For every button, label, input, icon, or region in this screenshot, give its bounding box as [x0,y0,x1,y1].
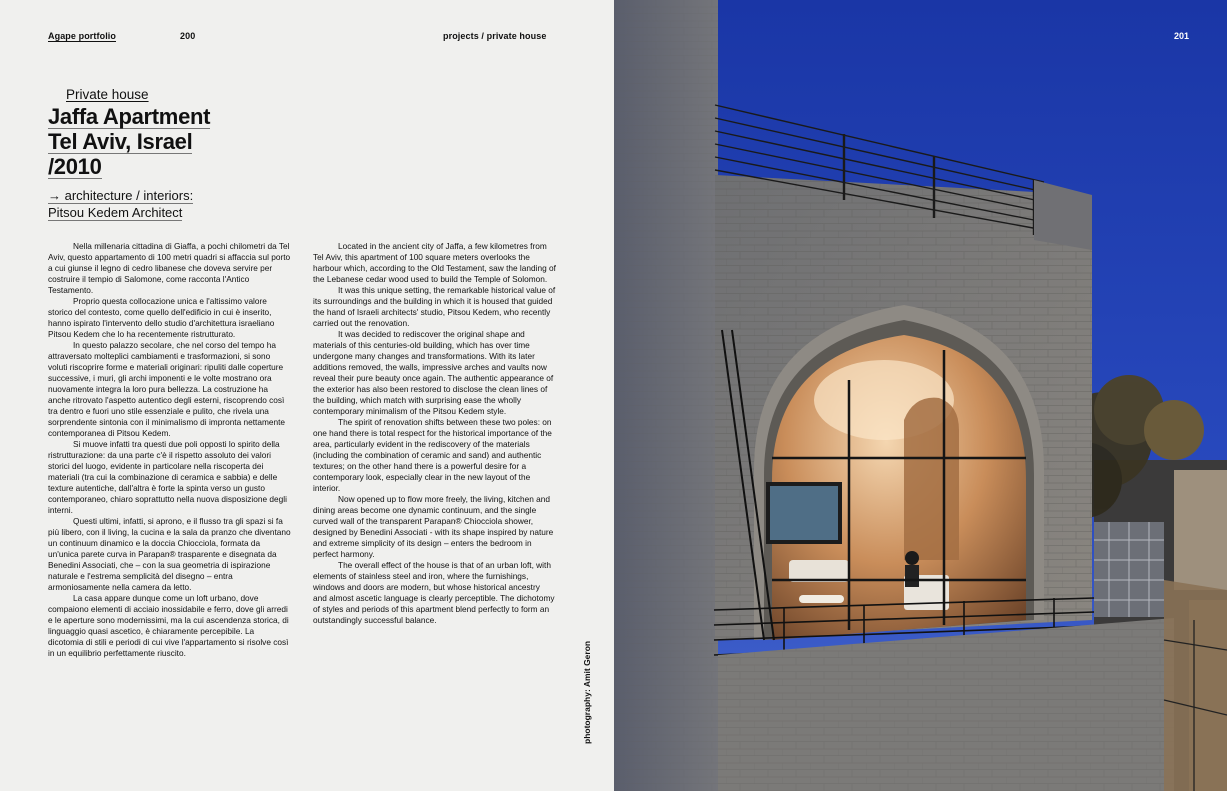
title-year: /2010 [48,154,102,179]
italian-paragraph: Proprio questa collocazione unica e l'altissimo valore storico del contesto, come quello dell'edificio in cui è inserito, hanno ispirato l'intervento dello studio d'architettura israeliano Pitsou Kedem che lo ha recentemente ristrutturato. [48,296,275,339]
publication-title: Agape portfolio [48,31,116,41]
english-paragraph: It was this unique setting, the remarkable historical value of its surroundings and the building in which it is housed that guided the hand of Israeli architects' studio, Pitsou Kedem, who recently carried out the renovation. [313,285,556,328]
italian-text-column [48,241,291,659]
architect-credit [48,187,193,221]
photo-credit: photography: Amit Geron [582,640,592,744]
left-page-number: 200 [180,31,196,41]
italian-paragraph: In questo palazzo secolare, che nel corso del tempo ha attraversato molteplici cambiamenti e trasformazioni, si sono voluti riscoprire forme e materiali originari: ripuliti dalle coperture successive, i muri, gli archi imponenti e le volte mostrano ora nuovamente integra la loro pura bellezza. La costruzione ha anche ritrovato l'aspetto autentico degli esterni, riscoprendo così tra dentro e fuori uno stile essenziale e pulito, che rivela una sorprendente sintonia con il minimalismo di impronta nettamente contemporanea di Pitsou Kedem. [48,340,286,438]
title-line-1: Jaffa Apartment [48,104,211,129]
english-text-column [313,241,556,626]
italian-paragraph: La casa appare dunque come un loft urbano, dove compaiono elementi di acciaio inossidabile e ferro, dove gli arredi e le aperture sono modernissimi, ma la cui ascendenza storica, di linguaggio quasi ascetico, è chiaramente percepibile. La dicotomia di stili e periodi di cui vive l'appartamento si risolve così in un equilibrio perfettamente riuscito. [48,593,289,658]
italian-paragraph: Nella millenaria cittadina di Giaffa, a pochi chilometri da Tel Aviv, questo appartamento di 100 metri quadri si affaccia sul porto a cui giunse il legno di cedro libanese che doveva servire per costruire il tempio di Salomone, come racconta l'Antico Testamento. [48,241,291,295]
english-paragraph: Located in the ancient city of Jaffa, a few kilometres from Tel Aviv, this apartment of 100 square meters overlooks the harbour which, according to the Old Testament, saw the landing of the Lebanese cedar wood used to build the Temple of Solomon. [313,241,556,284]
english-paragraph: Now opened up to flow more freely, the living, kitchen and dining areas become one dynamic continuum, and the single curved wall of the transparent Parapan® Chiocciola shower, designed by Benedini Associati - with its shape inspired by nature and extreme simplicity of its design – enters the bedroom in perfect harmony. [313,494,554,559]
title-line-2: Tel Aviv, Israel [48,129,193,154]
building-photo [614,0,1227,791]
english-paragraph: It was decided to rediscover the original shape and materials of this centuries-old building, which has over time undergone many changes and transformations. With its later additions removed, the walls, impressive arches and vaults now reveal their pure beauty once again. The authentic appearance of the exterior has also been restored to disclose the clean lines of the building, which match with surprising ease the wholly contemporary minimalism of the Pitsou Kedem style. [313,329,554,416]
credit-line-1: → architecture / interiors: [48,188,194,203]
english-paragraph: The spirit of renovation shifts between these two poles: on one hand there is total respect for the historical importance of the area, particularly evident in the rediscovery of the materials (including the combination of ceramic and sand) and authentic textures; on the other hand there is a powerful desire for a contemporary look, especially clear in the new layout of the interior. [313,417,552,493]
credit-line-2: Pitsou Kedem Architect [48,205,183,220]
right-page-photo [614,0,1227,791]
right-page-number: 201 [1173,31,1189,41]
english-paragraph: The overall effect of the house is that of an urban loft, with elements of stainless steel and iron, where the furnishings, windows and doors are modern, but whose historical ancestry and almost ascetic language is clearly perceptible. The dichotomy of styles and periods of this apartment blend perfectly to form an outstandingly successful balance. [313,560,555,625]
italian-paragraph: Si muove infatti tra questi due poli opposti lo spirito della ristrutturazione: da una parte c'è il rispetto assoluto dei valori storici del luogo, evidente in particolare nella riscoperta dei materiali (tra cui la combinazione di ceramica e sabbia) e delle texture autentiche, dall'altra è forte la spinta verso un gusto contemporaneo, chiaro soprattutto nella nuova disposizione degli interni. [48,439,287,515]
article-title [48,104,210,179]
section-label: projects / private house [443,31,547,41]
project-category: Private house [66,87,149,102]
italian-paragraph: Questi ultimi, infatti, si aprono, e il flusso tra gli spazi si fa più libero, con il living, la cucina e la sala da pranzo che diventano un continuum dinamico e la doccia Chiocciola, formata da un'unica parete curva in Parapan® trasparente e disegnata da Benedini Associati, che – con la sua geometria di ispirazione naturale e l'estrema semplicità del disegno – entra armoniosamente nella camera da letto. [48,516,291,592]
